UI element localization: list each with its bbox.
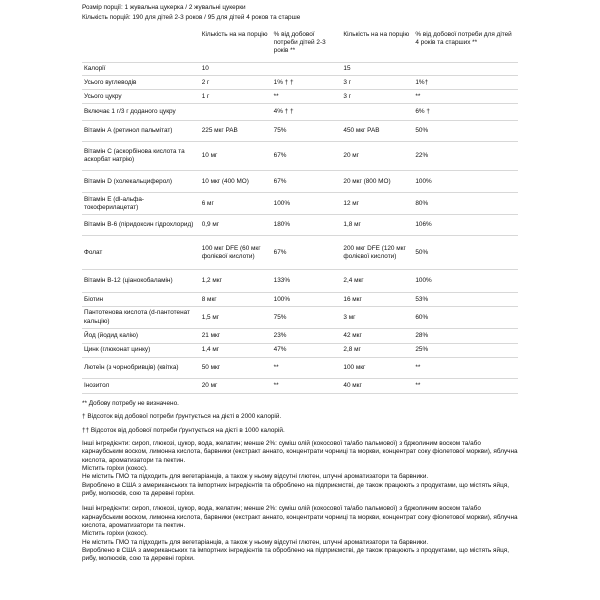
daily-value-children-4-plus: **: [413, 90, 518, 104]
daily-value-children-2-3: [272, 63, 342, 76]
nutrient-name: Лютеїн (з чорнобривців) (квітка): [82, 358, 200, 379]
daily-value-children-4-plus: 28%: [413, 329, 518, 344]
footnote: ** Добову потребу не визначено.: [82, 400, 179, 408]
dietary-text: Не містить ГМО та підходить для вегетаріанців, а також у ньому відсутні глютен, штучні ароматизатори та барвники.: [82, 538, 429, 546]
allergen-text: Містить горіхи (кокос).: [82, 465, 148, 473]
nutrient-name: Калорії: [82, 63, 200, 76]
amount-children-2-3: 6 мг: [200, 193, 272, 215]
table-body: [82, 63, 518, 394]
daily-value-children-4-plus: [413, 63, 518, 76]
nutrient-name: Біотин: [82, 293, 200, 307]
daily-value-children-2-3: 67%: [272, 236, 342, 270]
amount-children-2-3: [200, 104, 272, 121]
nutrient-name: Інозитол: [82, 379, 200, 394]
daily-value-children-2-3: 4% † †: [272, 104, 342, 121]
nutrient-name: Включає 1 г/3 г доданого цукру: [82, 104, 200, 121]
ingredients-text: Інші інгредієнти: сироп, глюкозі, цукор, вода, желатин; менше 2%: суміш олій (кокосової та/або пальмової) з бджолиним воском та/або карнаубським воском, лимонна кислота, барвники (екстракт аннато, концентрати чорниці та моркви, концентрат соку фіолетової моркви), яблучна кислота, ароматизатори та пектин.: [82, 440, 518, 464]
amount-children-4-plus: 40 мкг: [341, 379, 413, 394]
table-row: [82, 104, 518, 121]
table-row: [82, 121, 518, 142]
nutrient-name: Йод (йодид калію): [82, 329, 200, 344]
table-row: [82, 307, 518, 329]
table-row: [82, 270, 518, 293]
table-row: [82, 90, 518, 104]
amount-children-4-plus: 2,8 мг: [341, 344, 413, 358]
table-row: [82, 344, 518, 358]
table-row: [82, 293, 518, 307]
amount-children-2-3: 100 мкг DFE (60 мкг фолієвої кислоти): [200, 236, 272, 270]
daily-value-children-2-3: 67%: [272, 171, 342, 193]
amount-children-4-plus: 2,4 мкг: [341, 270, 413, 293]
amount-children-2-3: 8 мкг: [200, 293, 272, 307]
nutrient-name: Фолат: [82, 236, 200, 270]
column-header: % від добової потреби дітей 2-3 років **: [272, 29, 342, 63]
daily-value-children-4-plus: 50%: [413, 121, 518, 142]
nutrient-name: Пантотенова кислота (d-пантотенат кальцію): [82, 307, 200, 329]
amount-children-4-plus: 100 мкг: [341, 358, 413, 379]
nutrient-name: Цинк (глюконат цинку): [82, 344, 200, 358]
table-header-row: [82, 29, 518, 63]
column-header: [82, 29, 200, 63]
daily-value-children-4-plus: **: [413, 379, 518, 394]
daily-value-children-4-plus: 100%: [413, 171, 518, 193]
table-row: [82, 329, 518, 344]
ingredients-text: Інші інгредієнти: сироп, глюкозі, цукор, вода, желатин; менше 2%: суміш олій (кокосової та/або пальмової) з бджолиним воском та/або карнаубським воском, лимонна кислота, барвники (екстракт аннато, концентрати чорниці та моркви, концентрат соку фіолетової моркви), яблучна кислота, ароматизатори та пектин.: [82, 505, 518, 530]
nutrition-table: [82, 29, 518, 394]
table-row: [82, 193, 518, 215]
daily-value-children-2-3: 75%: [272, 121, 342, 142]
amount-children-2-3: 21 мкг: [200, 329, 272, 344]
amount-children-4-plus: 3 мг: [341, 307, 413, 329]
amount-children-2-3: 1,4 мг: [200, 344, 272, 358]
manufacturing-text: Вироблено в США з американських та імпортних інгредієнтів та оброблено на підприємстві, де також працюють з продуктами, що містять яйця, рибу, молюсків, сою та деревні горіхи.: [82, 481, 509, 498]
amount-children-4-plus: 42 мкг: [341, 329, 413, 344]
amount-children-2-3: 10 мкг (400 МО): [200, 171, 272, 193]
table-row: [82, 171, 518, 193]
nutrient-name: Вітамін А (ретинол пальмітат): [82, 121, 200, 142]
manufacturing-text: Вироблено в США з американських та імпортних інгредієнтів та оброблено на підприємстві, де також працюють з продуктами, що містять яйця, рибу, молюсків, сою та деревні горіхи.: [82, 547, 509, 563]
amount-children-4-plus: 15: [341, 63, 413, 76]
table-row: [82, 215, 518, 236]
amount-children-4-plus: 3 г: [341, 90, 413, 104]
servings-per-container: Кількість порцій: 190 для дітей 2-3 роков / 95 для дітей 4 роков та старше: [82, 14, 301, 22]
daily-value-children-2-3: 67%: [272, 142, 342, 171]
footnotes: [82, 400, 518, 435]
column-header: Кількість на на порцію: [341, 29, 413, 63]
serving-size: Розмір порції: 1 жувальна цукерка / 2 жувальні цукерки: [82, 4, 246, 11]
daily-value-children-2-3: 100%: [272, 293, 342, 307]
amount-children-2-3: 1,2 мкг: [200, 270, 272, 293]
table-row: [82, 142, 518, 171]
nutrient-name: Вітамін Е (dl-альфа-токоферилацетат): [82, 193, 200, 215]
nutrient-name: Вітамін В-12 (ціанокобаламін): [82, 270, 200, 293]
ingredients-block: [82, 505, 518, 563]
daily-value-children-4-plus: 6% †: [413, 104, 518, 121]
daily-value-children-2-3: **: [272, 358, 342, 379]
daily-value-children-4-plus: 80%: [413, 193, 518, 215]
dietary-text: Не містить ГМО та підходить для вегетаріанців, а також у ньому відсутні глютен, штучні ароматизатори та барвники.: [82, 473, 429, 481]
ingredients-section: [82, 440, 518, 564]
daily-value-children-4-plus: 100%: [413, 270, 518, 293]
amount-children-2-3: 10: [200, 63, 272, 76]
table-row: [82, 379, 518, 394]
nutrient-name: Вітамін В-6 (піридоксин гідрохлорид): [82, 215, 200, 236]
allergen-text: Містить горіхи (кокос).: [82, 530, 148, 538]
amount-children-2-3: 225 мкг РАВ: [200, 121, 272, 142]
amount-children-4-plus: 3 г: [341, 76, 413, 90]
nutrient-name: Усього цукру: [82, 90, 200, 104]
table-row: [82, 76, 518, 90]
amount-children-4-plus: 12 мг: [341, 193, 413, 215]
amount-children-2-3: 0,9 мг: [200, 215, 272, 236]
daily-value-children-2-3: 23%: [272, 329, 342, 344]
column-header: % від добової потреби для дітей 4 років та старших **: [413, 29, 518, 63]
daily-value-children-2-3: 100%: [272, 193, 342, 215]
footnote: †† Відсоток від добової потреби ґрунтується на дієті в 1000 калорій.: [82, 426, 285, 434]
amount-children-4-plus: 16 мкг: [341, 293, 413, 307]
nutrient-name: Усього вуглеводів: [82, 76, 200, 90]
daily-value-children-2-3: 47%: [272, 344, 342, 358]
amount-children-2-3: 1 г: [200, 90, 272, 104]
table-row: [82, 236, 518, 270]
nutrient-name: Вітамін D (холекальциферол): [82, 171, 200, 193]
daily-value-children-4-plus: 60%: [413, 307, 518, 329]
amount-children-4-plus: 1,8 мг: [341, 215, 413, 236]
amount-children-4-plus: 200 мкг DFE (120 мкг фолієвої кислоти): [341, 236, 413, 270]
amount-children-4-plus: 20 мг: [341, 142, 413, 171]
daily-value-children-4-plus: 22%: [413, 142, 518, 171]
column-header: Кількість на на порцію: [200, 29, 272, 63]
table-row: [82, 63, 518, 76]
ingredients-block: [82, 440, 518, 498]
daily-value-children-2-3: 75%: [272, 307, 342, 329]
daily-value-children-2-3: 133%: [272, 270, 342, 293]
amount-children-4-plus: [341, 104, 413, 121]
amount-children-2-3: 2 г: [200, 76, 272, 90]
amount-children-2-3: 50 мкг: [200, 358, 272, 379]
nutrient-name: Вітамін С (аскорбінова кислота та аскорбат натрію): [82, 142, 200, 171]
amount-children-4-plus: 20 мкг (800 МО): [341, 171, 413, 193]
footnote: † Відсоток від добової потреби ґрунтується на дієті в 2000 калорій.: [82, 413, 282, 421]
daily-value-children-4-plus: 106%: [413, 215, 518, 236]
amount-children-2-3: 20 мг: [200, 379, 272, 394]
daily-value-children-4-plus: 25%: [413, 344, 518, 358]
table-row: [82, 358, 518, 379]
daily-value-children-2-3: **: [272, 90, 342, 104]
amount-children-2-3: 10 мг: [200, 142, 272, 171]
daily-value-children-4-plus: 50%: [413, 236, 518, 270]
amount-children-2-3: 1,5 мг: [200, 307, 272, 329]
daily-value-children-4-plus: 53%: [413, 293, 518, 307]
daily-value-children-2-3: **: [272, 379, 342, 394]
daily-value-children-4-plus: **: [413, 358, 518, 379]
daily-value-children-2-3: 1% † †: [272, 76, 342, 90]
daily-value-children-4-plus: 1%†: [413, 76, 518, 90]
amount-children-4-plus: 450 мкг РАВ: [341, 121, 413, 142]
daily-value-children-2-3: 180%: [272, 215, 342, 236]
